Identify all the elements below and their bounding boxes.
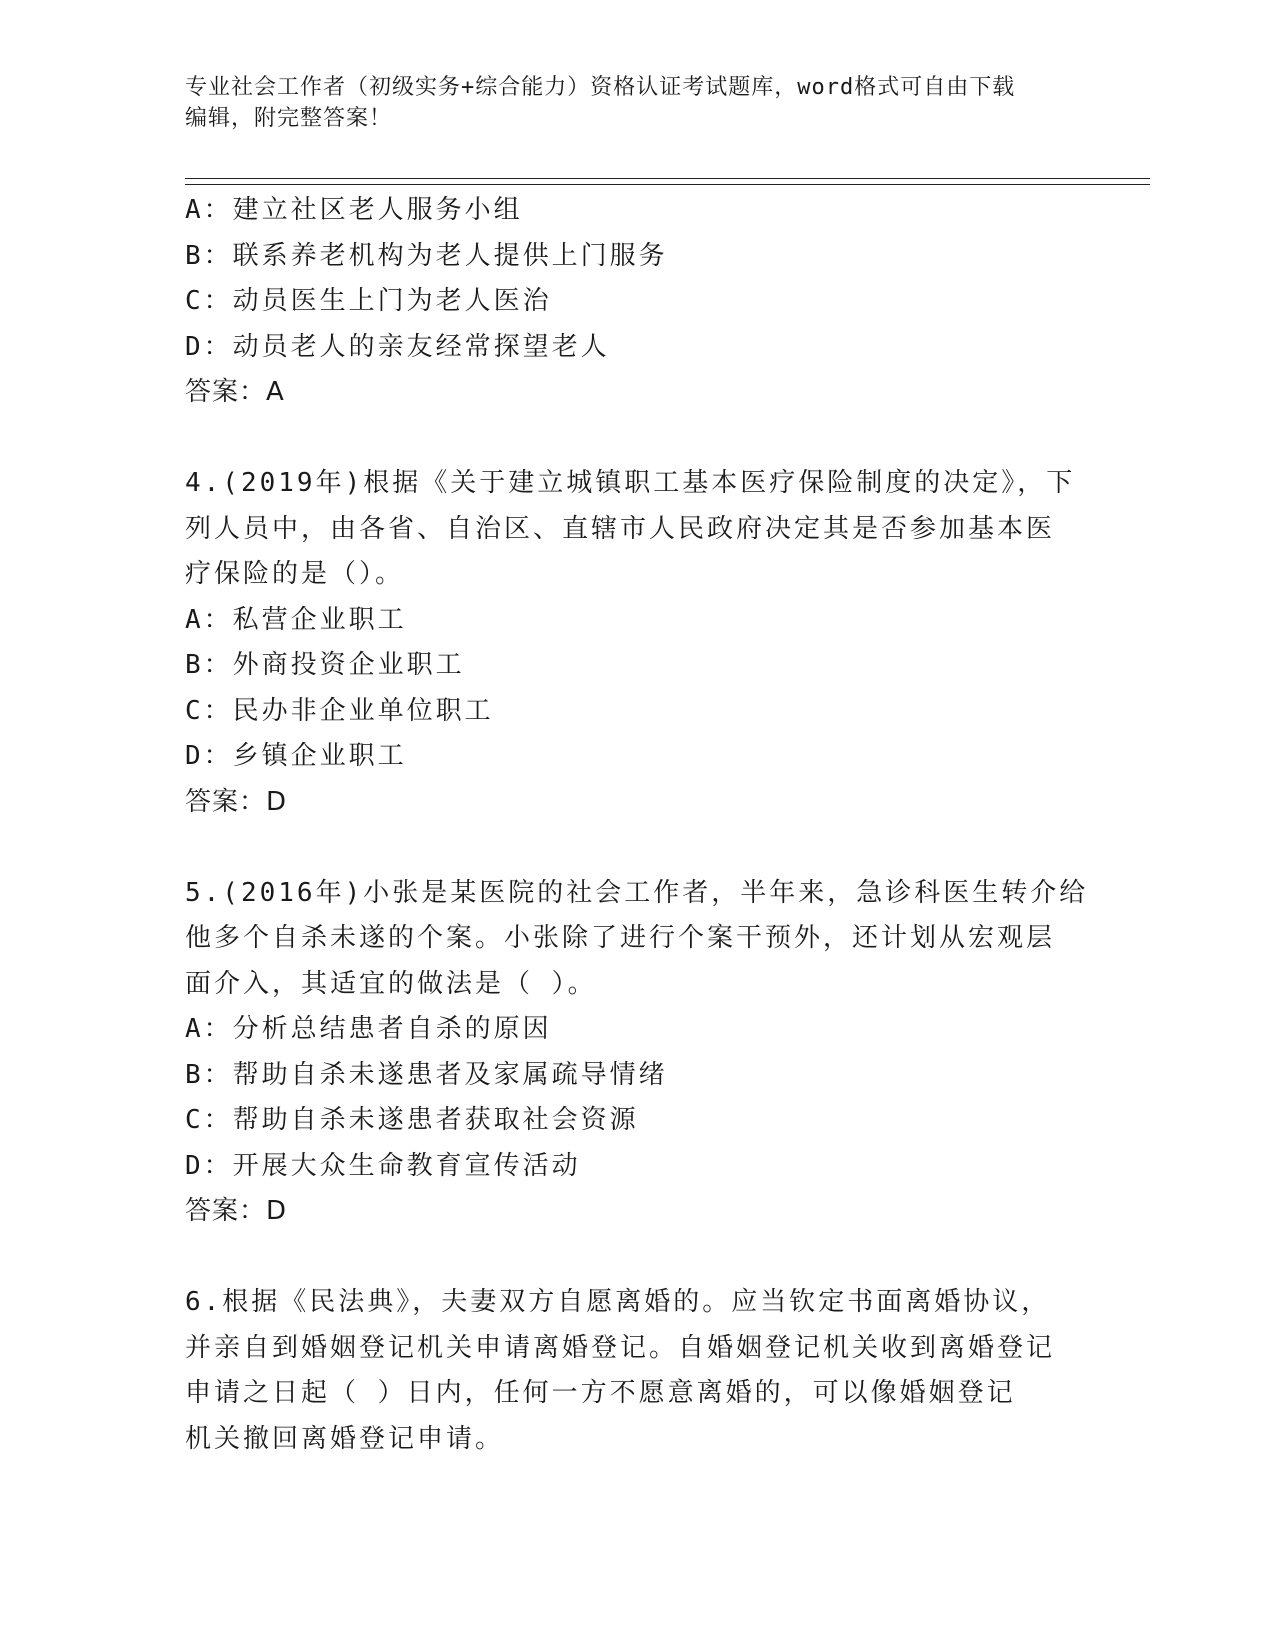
option-a: A：私营企业职工 xyxy=(185,604,407,635)
question-content xyxy=(185,188,1089,1462)
option-c: C：民办非企业单位职工 xyxy=(185,695,494,726)
question-stem-line: 机关撤回离婚登记申请。 xyxy=(185,1423,505,1454)
question-stem-line: 面介入，其适宜的做法是（ ）。 xyxy=(185,968,597,999)
option-d: D：乡镇企业职工 xyxy=(185,741,407,771)
option-c: C：帮助自杀未遂患者获取社会资源 xyxy=(185,1105,639,1135)
question-4-block xyxy=(185,461,1076,825)
question-stem-line: 申请之日起（ ）日内，任何一方不愿意离婚的，可以像婚姻登记 xyxy=(185,1378,1016,1408)
option-b: B：外商投资企业职工 xyxy=(185,650,465,680)
question-stem-line: 4.(2019年)根据《关于建立城镇职工基本医疗保险制度的决定》，下 xyxy=(185,468,1076,498)
option-a: A：分析总结患者自杀的原因 xyxy=(185,1014,552,1044)
question-5-block xyxy=(185,871,1089,1235)
question-stem-line: 他多个自杀未遂的个案。小张除了进行个案干预外，还计划从宏观层 xyxy=(185,923,1056,953)
option-b: B：联系养老机构为老人提供上门服务 xyxy=(185,240,668,271)
document-header xyxy=(185,72,1085,134)
option-a: A：建立社区老人服务小组 xyxy=(185,195,523,225)
answer-line: 答案：A xyxy=(185,377,285,407)
header-divider-bottom xyxy=(185,184,1150,185)
header-divider-top xyxy=(185,178,1150,179)
question-6-block xyxy=(185,1280,1065,1462)
option-b: B：帮助自杀未遂患者及家属疏导情绪 xyxy=(185,1059,668,1090)
option-c: C：动员医生上门为老人医治 xyxy=(185,286,552,316)
option-d: D：动员老人的亲友经常探望老人 xyxy=(185,331,610,362)
question-stem-line: 5.(2016年)小张是某医院的社会工作者，半年来，急诊科医生转介给 xyxy=(185,877,1089,908)
partial-question-block xyxy=(185,188,1065,416)
answer-line: 答案：D xyxy=(185,1196,288,1226)
header-line-1: 专业社会工作者（初级实务+综合能力）资格认证考试题库，word格式可自由下载 xyxy=(185,75,1016,100)
question-stem-line: 列人员中，由各省、自治区、直辖市人民政府决定其是否参加基本医 xyxy=(185,513,1056,544)
header-line-2: 编辑，附完整答案！ xyxy=(185,106,393,131)
question-stem-line: 6.根据《民法典》，夫妻双方自愿离婚的。应当钦定书面离婚协议， xyxy=(185,1287,1051,1317)
answer-line: 答案：D xyxy=(185,786,288,817)
option-d: D：开展大众生命教育宣传活动 xyxy=(185,1150,581,1181)
question-stem-line: 疗保险的是（）。 xyxy=(185,559,405,589)
question-stem-line: 并亲自到婚姻登记机关申请离婚登记。自婚姻登记机关收到离婚登记 xyxy=(185,1332,1056,1363)
